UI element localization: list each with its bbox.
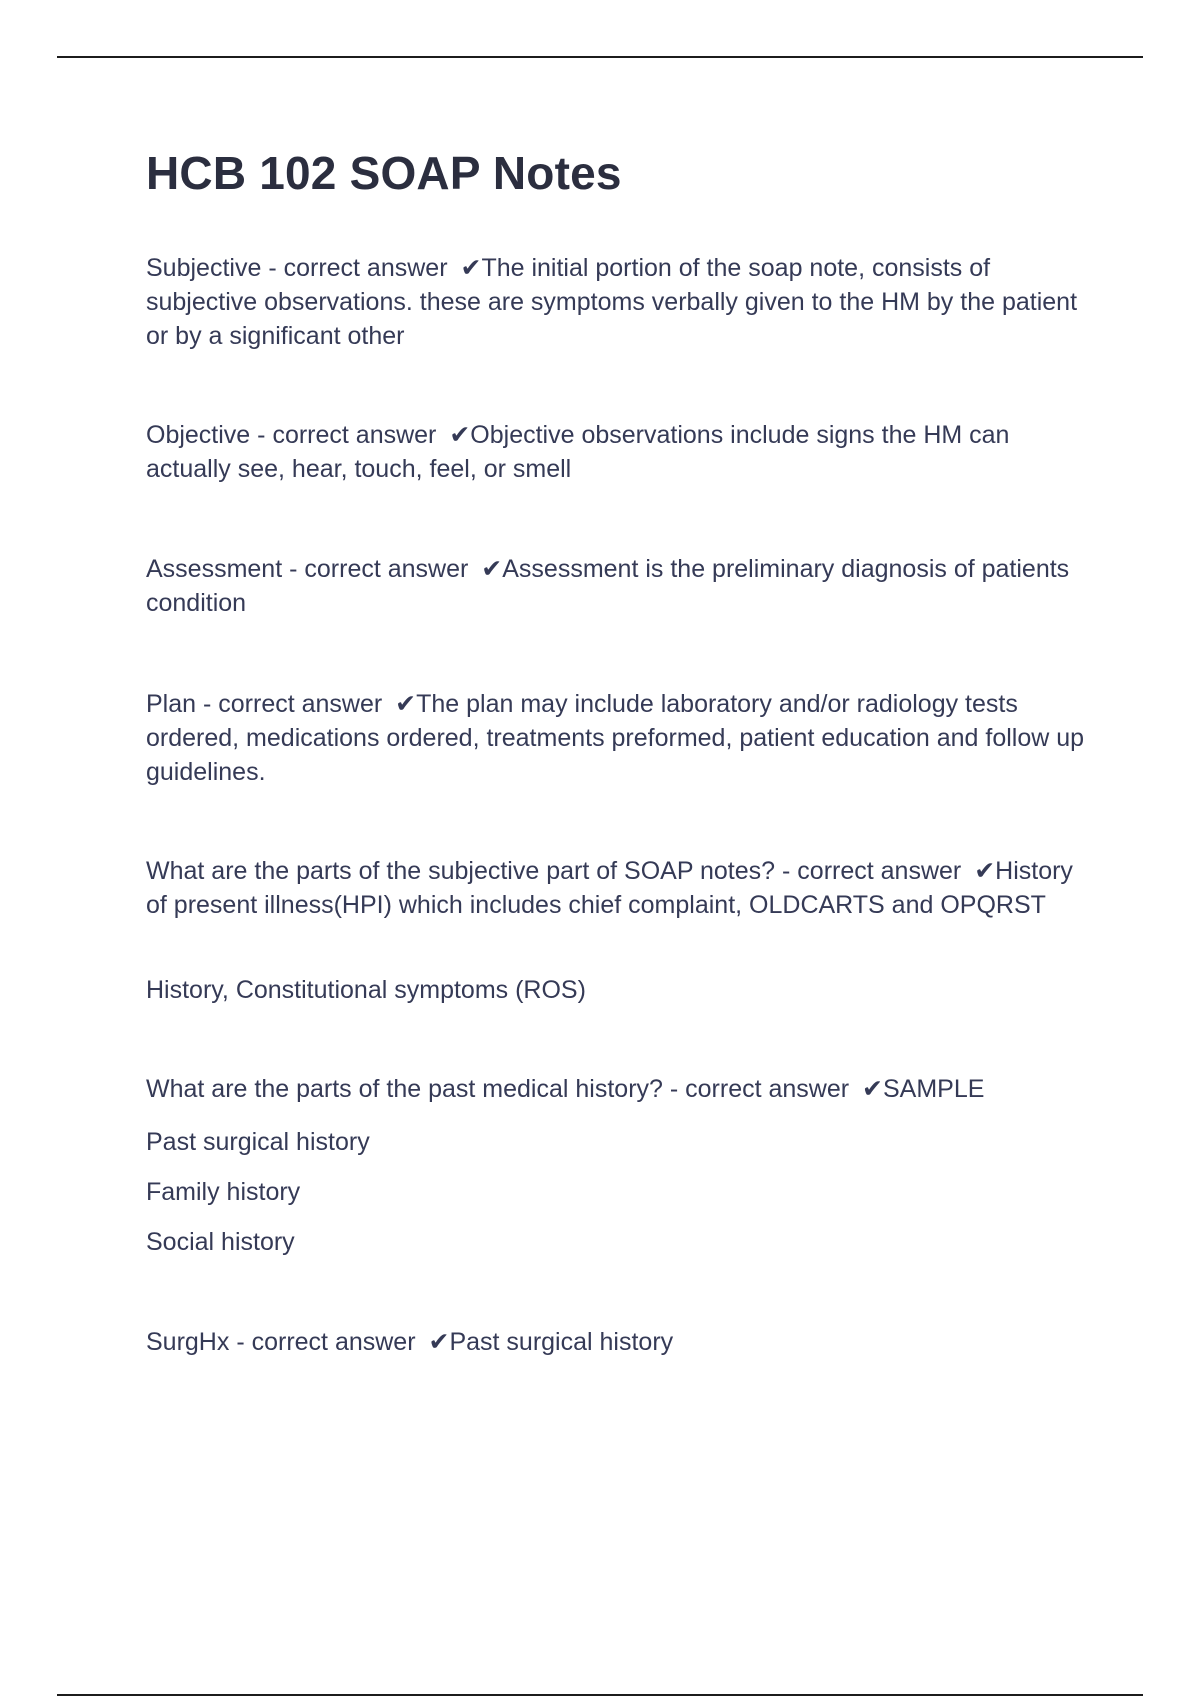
check-icon: ✔ xyxy=(974,857,996,885)
qa-entry-subjective xyxy=(146,251,1086,353)
qa-term: Assessment xyxy=(146,555,283,583)
qa-answer: SAMPLE xyxy=(883,1075,985,1103)
check-icon: ✔ xyxy=(481,555,503,583)
qa-entry-past-medical-history xyxy=(146,1072,1086,1106)
qa-term: Plan xyxy=(146,690,197,718)
qa-separator: - correct answer xyxy=(203,690,383,718)
qa-entry-assessment xyxy=(146,552,1086,620)
qa-answer: The plan may include laboratory and/or radiology tests ordered, medications ordered, treatments preformed, patient education and follow up guidelines. xyxy=(146,690,1085,786)
qa-entry-surghx xyxy=(146,1325,1086,1359)
qa-answer: History of present illness(HPI) which includes chief complaint, OLDCARTS and OPQRST xyxy=(146,857,1073,919)
qa-extra-line: Family history xyxy=(146,1178,301,1206)
top-rule xyxy=(57,56,1143,58)
qa-entry-subjective-parts xyxy=(146,854,1086,922)
qa-entry-plan xyxy=(146,687,1086,789)
qa-separator: - correct answer xyxy=(257,421,437,449)
check-icon: ✔ xyxy=(428,1328,450,1356)
qa-term: What are the parts of the subjective part of SOAP notes? xyxy=(146,857,776,885)
qa-term: Subjective xyxy=(146,254,262,282)
check-icon: ✔ xyxy=(449,421,471,449)
bottom-rule xyxy=(57,1694,1143,1696)
check-icon: ✔ xyxy=(395,690,417,718)
qa-answer: Assessment is the preliminary diagnosis of patients condition xyxy=(146,555,1070,617)
qa-term: SurgHx xyxy=(146,1328,230,1356)
page-title: HCB 102 SOAP Notes xyxy=(146,147,622,199)
qa-separator: - correct answer xyxy=(782,857,962,885)
qa-entry-objective xyxy=(146,418,1086,486)
qa-term: What are the parts of the past medical history? xyxy=(146,1075,663,1103)
qa-term: Objective xyxy=(146,421,251,449)
qa-answer: Past surgical history xyxy=(449,1328,674,1356)
qa-separator: - correct answer xyxy=(268,254,448,282)
qa-answer: The initial portion of the soap note, consists of subjective observations. these are symptoms verbally given to the HM by the patient or by a significant other xyxy=(146,254,1078,350)
qa-separator: - correct answer xyxy=(669,1075,850,1103)
qa-answer: Objective observations include signs the HM can actually see, hear, touch, feel, or smell xyxy=(146,421,1010,483)
qa-extra-line: Past surgical history xyxy=(146,1128,370,1156)
qa-extra-line: History, Constitutional symptoms (ROS) xyxy=(146,976,586,1004)
qa-separator: - correct answer xyxy=(236,1328,416,1356)
qa-separator: - correct answer xyxy=(289,555,469,583)
check-icon: ✔ xyxy=(460,254,482,282)
qa-extra-line: Social history xyxy=(146,1228,295,1256)
check-icon: ✔ xyxy=(862,1075,883,1103)
